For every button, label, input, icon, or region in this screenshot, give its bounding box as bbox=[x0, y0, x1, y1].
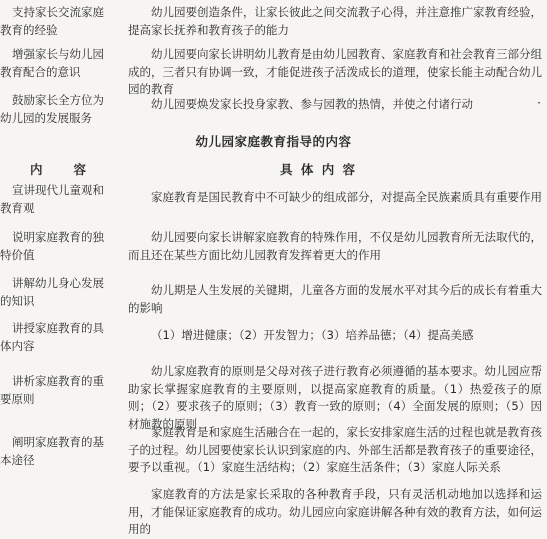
row-6-content: 家庭教育是和家庭生活融合在一起的，家长安排家庭生活的过程也就是教育孩子的过程。幼儿园要使家长认识到家庭的内、外部生活都是教育孩子的重要途径，要予以重视。（1）家庭生活结构；（2）家庭生活条件；（3）家庭人际关系 bbox=[128, 425, 542, 474]
margin-mark: · bbox=[537, 96, 541, 110]
row-5-label: 讲析家庭教育的重要原则 bbox=[0, 374, 104, 406]
top-row-3-label: 鼓励家长全方位为幼儿园的发展服务 bbox=[0, 93, 104, 125]
row-5-content: 幼儿家庭教育的原则是父母对孩子进行教育必须遵循的基本要求。幼儿园应帮助家长掌握家庭教育的主要原则，以提高家庭教育的质量。（1）热爱孩子的原则；（2）要求孩子的原则；（3）教育一致的原则；（4）全面发展的原则；（5）因材施教的原则 bbox=[128, 364, 542, 431]
column-header-content: 内 容 bbox=[30, 162, 89, 177]
row-4-content: （1）增进健康；（2）开发智力；（3）培养品德；（4）提高美感 bbox=[151, 328, 474, 342]
row-3-content: 幼儿期是人生发展的关键期，儿童各方面的发展水平对其今后的成长有着重大的影响 bbox=[128, 283, 542, 315]
row-6-label: 阐明家庭教育的基本途径 bbox=[0, 435, 104, 467]
top-row-2-label: 增强家长与幼儿园教育配合的意识 bbox=[0, 47, 104, 79]
top-row-2-content: 幼儿园要向家长讲明幼儿教育是由幼儿园教育、家庭教育和社会教育三部分组成的，三者只有协调一致，才能促进孩子活泼成长的道理，使家长能主动配合幼儿园的教育 bbox=[128, 47, 542, 96]
section-title: 幼儿园家庭教育指导的内容 bbox=[195, 134, 352, 149]
top-row-1-label: 支持家长交流家庭教育的经验 bbox=[0, 5, 104, 37]
row-7-content: 家庭教育的方法是家长采取的各种教育手段，只有灵活机动地加以选择和运用，才能保证家庭教育的成功。幼儿园应向家庭讲解各种有效的教育方法，如何运用的 bbox=[128, 487, 542, 536]
row-2-content: 幼儿园要向家长讲解家庭教育的特殊作用，不仅是幼儿园教育所无法取代的，而且还在某些方面比幼儿园教育发挥着更大的作用 bbox=[128, 230, 542, 262]
row-1-content: 家庭教育是国民教育中不可缺少的组成部分，对提高全民族素质具有重要作用 bbox=[151, 190, 542, 204]
row-3-label: 讲解幼儿身心发展的知识 bbox=[0, 276, 104, 308]
row-1-label: 宣讲现代儿童观和教育观 bbox=[0, 183, 104, 215]
top-row-1-content: 幼儿园要创造条件，让家长彼此之间交流教子心得，并注意推广家教育经验，提高家长抚养和教育孩子的能力 bbox=[128, 5, 542, 37]
column-header-details: 具 体 内 容 bbox=[280, 162, 358, 177]
top-row-3-content: 幼儿园要焕发家长投身家教、参与园教的热情，并使之付诸行动 bbox=[151, 97, 473, 111]
row-2-label: 说明家庭教育的独特价值 bbox=[0, 230, 104, 262]
row-4-label: 讲授家庭教育的具体内容 bbox=[0, 321, 104, 353]
